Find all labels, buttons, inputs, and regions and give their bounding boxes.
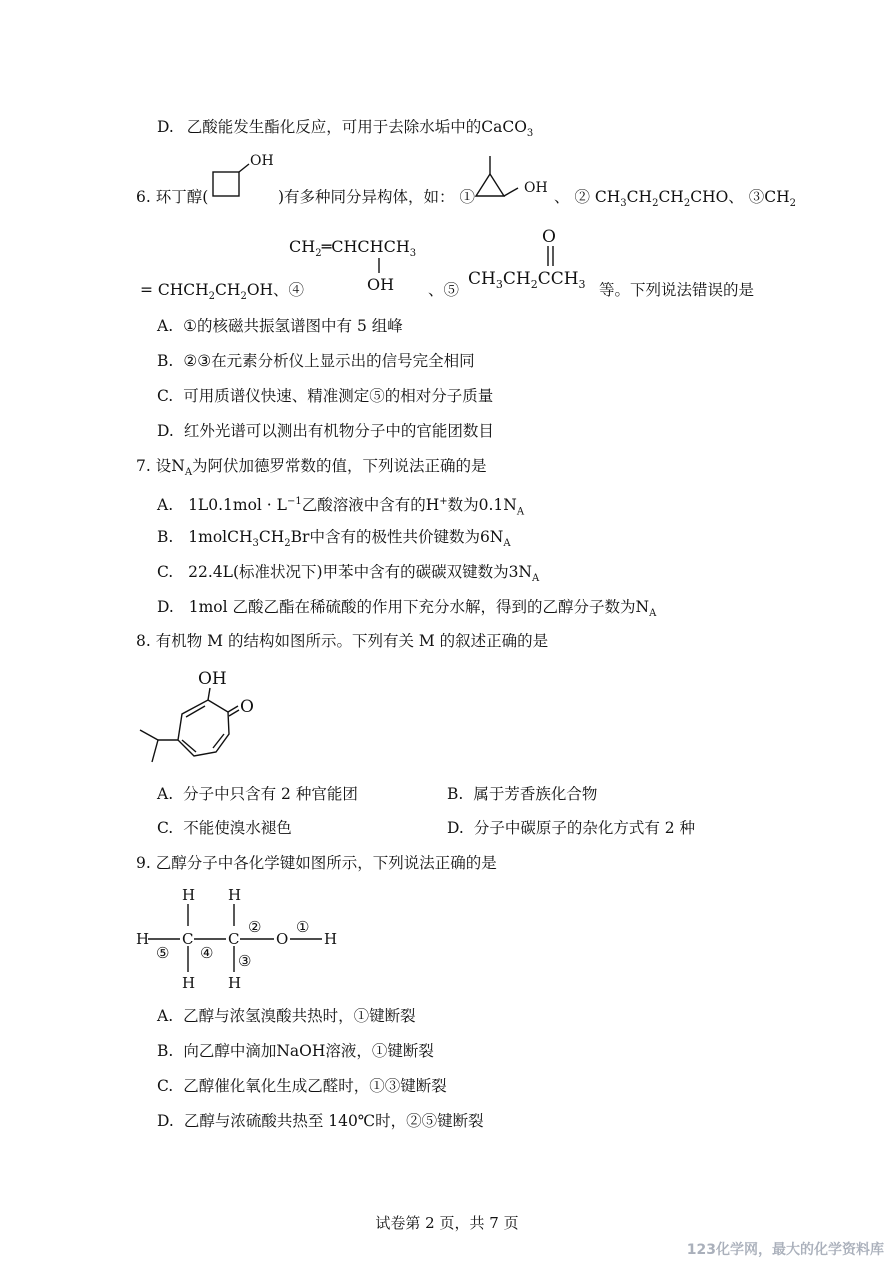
option-label: D.	[157, 598, 174, 616]
ring-double-bond	[213, 734, 224, 748]
bond-number: ④	[200, 944, 214, 962]
q6-stem-tail	[599, 280, 754, 300]
q7-stem	[136, 456, 487, 483]
c-atom: C	[228, 930, 240, 948]
formula	[594, 188, 744, 210]
option-label: D.	[447, 819, 464, 837]
bond-number: ③	[238, 952, 252, 970]
h-atom: H	[228, 886, 242, 904]
oh-bond	[208, 688, 210, 700]
h-atom: H	[136, 930, 150, 948]
q6-stem-line1b	[278, 187, 475, 207]
option-text: 1L0.1mol · L	[188, 496, 287, 515]
circle-number: ②	[574, 188, 590, 206]
formula-part: OH、	[246, 281, 289, 299]
option-label: C.	[157, 563, 174, 581]
option-text: 可用质谱仪快速、精准测定⑤的相对分子质量	[183, 387, 494, 405]
question-number: 7.	[136, 457, 151, 475]
formula	[140, 281, 289, 303]
subscript: 3	[526, 128, 534, 140]
subscript: 2	[208, 291, 216, 303]
option-text: 红外光谱可以测出有机物分子中的官能团数目	[183, 422, 494, 440]
h-atom: H	[182, 974, 196, 992]
formula-part: CH	[215, 281, 241, 299]
q6-option-b	[157, 351, 475, 371]
oh-label: OH	[367, 275, 395, 294]
q6-stem-line1	[136, 187, 208, 207]
q6-stem-line1c	[554, 187, 796, 214]
option-label: B.	[157, 528, 174, 546]
tropolone-structure	[130, 664, 270, 769]
ethanol-bond-diagram	[130, 882, 350, 994]
separator: 、	[554, 188, 570, 206]
cyclopropane-ring	[476, 174, 504, 196]
question-number: 6.	[136, 188, 151, 206]
formula-part: CH	[594, 188, 621, 206]
q8-option-a	[157, 784, 358, 804]
q9-option-d	[157, 1111, 484, 1131]
cyclobutane-ring	[213, 172, 239, 196]
option-label: B.	[157, 352, 174, 370]
c-atom: C	[182, 930, 194, 948]
q9-option-a	[157, 1006, 416, 1026]
isopropyl-bond	[140, 730, 158, 740]
option-label: D.	[157, 422, 174, 440]
isopropyl-bond	[152, 740, 158, 762]
option-label: C.	[157, 1077, 174, 1095]
q6-stem-line2	[140, 280, 304, 307]
option-text: 22.4L(标准状况下)甲苯中含有的碳碳双键数为3N	[188, 563, 532, 581]
option-text: CH	[258, 528, 285, 546]
subscript: A	[532, 573, 540, 585]
superscript: +	[439, 496, 448, 507]
option-label: C.	[157, 819, 174, 837]
oh-label: OH	[198, 669, 227, 689]
option-text: 1mol 乙酸乙酯在稀硫酸的作用下充分水解，得到的乙醇分子数为N	[188, 598, 650, 616]
q9-option-b	[157, 1041, 434, 1061]
carbonyl-o-label: O	[542, 227, 556, 247]
subscript: A	[649, 608, 657, 620]
subscript: 2	[284, 538, 291, 550]
h-atom: H	[228, 974, 242, 992]
question-number: 9.	[136, 854, 151, 872]
bond-number: ⑤	[156, 944, 170, 962]
methylcyclopropanol-structure	[472, 150, 562, 202]
stem-text: 为阿伏加德罗常数的值，下列说法正确的是	[192, 457, 487, 475]
butenol-structure	[285, 228, 445, 296]
q9-stem	[136, 853, 497, 873]
circle-number: ①	[459, 188, 476, 206]
q7-option-a	[157, 492, 524, 522]
q8-option-b	[447, 784, 597, 804]
option-text: 乙醇催化氧化生成乙醛时，①③键断裂	[183, 1077, 447, 1095]
formula-part: CH	[764, 188, 790, 206]
option-text: 乙醇与浓硫酸共热至 140℃时，②⑤键断裂	[183, 1112, 484, 1130]
option-text: 属于芳香族化合物	[473, 785, 598, 803]
stem-text: 乙醇分子中各化学键如图所示，下列说法正确的是	[155, 854, 497, 872]
formula-part: CHO、	[690, 188, 744, 206]
q8-stem	[136, 631, 548, 651]
watermark-text: 123化学网，最大的化学资料库	[686, 1242, 884, 1258]
circle-number: ③	[748, 188, 765, 206]
oh-bond	[504, 188, 518, 196]
subscript: 2	[652, 198, 659, 210]
bond-number: ①	[296, 918, 310, 936]
option-text: ②③在元素分析仪上显示出的信号完全相同	[183, 352, 475, 370]
question-number: 8.	[136, 632, 151, 650]
butanone-structure	[466, 224, 606, 296]
q8-option-d	[447, 818, 695, 838]
formula-text: $CH_2═CHCHCH_3$	[289, 237, 417, 259]
q8-option-c	[157, 818, 292, 838]
stem-text: 环丁醇(	[155, 188, 209, 206]
ring-double-bond	[186, 706, 205, 717]
h-atom: H	[182, 886, 196, 904]
option-label: D.	[157, 1112, 174, 1130]
option-label: A.	[157, 785, 174, 803]
option-text: 数为0.1N	[447, 496, 517, 515]
subscript: A	[503, 538, 511, 550]
stem-text: 有机物 M 的结构如图所示。下列有关 M 的叙述正确的是	[155, 632, 549, 650]
option-text: 向乙醇中滴加NaOH溶液，①键断裂	[183, 1042, 434, 1060]
cyclobutanol-structure	[205, 150, 285, 202]
formula-part: CH	[626, 188, 653, 206]
q6-circle-5	[428, 280, 459, 300]
option-label: C.	[157, 387, 174, 405]
subscript: A	[516, 506, 525, 518]
formula-part: = CHCH	[140, 281, 209, 299]
q5-option-d	[157, 117, 533, 144]
option-text: Br中含有的极性共价键数为6N	[290, 528, 504, 546]
option-label: B.	[447, 785, 464, 803]
option-text: 乙酸溶液中含有的H	[301, 496, 440, 515]
q6-option-d	[157, 421, 494, 441]
subscript: 3	[620, 198, 627, 210]
option-label: A.	[157, 317, 174, 335]
option-label: A.	[157, 1007, 174, 1025]
seven-membered-ring	[178, 700, 229, 756]
o-atom: O	[276, 930, 289, 948]
stem-text: 等。下列说法错误的是	[599, 281, 755, 299]
subscript: A	[184, 467, 193, 479]
subscript: 2	[683, 198, 691, 210]
option-label: A.	[157, 496, 174, 515]
stem-text: )有多种同分异构体，如：	[278, 188, 455, 206]
subscript: 2	[240, 291, 247, 303]
subscript: 2	[789, 198, 797, 210]
q7-option-c	[157, 562, 539, 589]
q6-option-a	[157, 316, 403, 336]
oh-label: OH	[250, 153, 274, 169]
circle-number: 、⑤	[428, 281, 460, 299]
option-text: 分子中只含有 2 种官能团	[183, 785, 358, 803]
q7-option-d	[157, 597, 656, 624]
q6-option-c	[157, 386, 493, 406]
q9-option-c	[157, 1076, 447, 1096]
option-label: B.	[157, 1042, 174, 1060]
formula-part: CH	[658, 188, 684, 206]
h-atom: H	[324, 930, 338, 948]
superscript: −1	[286, 496, 302, 507]
carbonyl-o-label: O	[240, 697, 254, 717]
option-label: D.	[157, 118, 174, 136]
circle-number: ④	[288, 281, 305, 299]
oh-label: OH	[524, 180, 548, 196]
option-text: 分子中碳原子的杂化方式有 2 种	[473, 819, 696, 837]
formula-text: $CH_3CH_2CCH_3$	[468, 269, 586, 291]
option-text: 1molCH	[188, 528, 253, 546]
option-text: 不能使溴水褪色	[183, 819, 292, 837]
bond-line	[239, 164, 249, 172]
stem-text: 设N	[155, 457, 185, 475]
subscript: 3	[252, 538, 259, 550]
bond-number: ②	[248, 918, 262, 936]
option-text: 乙酸能发生酯化反应，可用于去除水垢中的CaCO	[186, 118, 527, 136]
q7-option-b	[157, 527, 511, 554]
option-text: 乙醇与浓氢溴酸共热时，①键断裂	[183, 1007, 416, 1025]
option-text: ①的核磁共振氢谱图中有 5 组峰	[183, 317, 403, 335]
page-footer: 试卷第 2 页，共 7 页	[375, 1214, 519, 1232]
